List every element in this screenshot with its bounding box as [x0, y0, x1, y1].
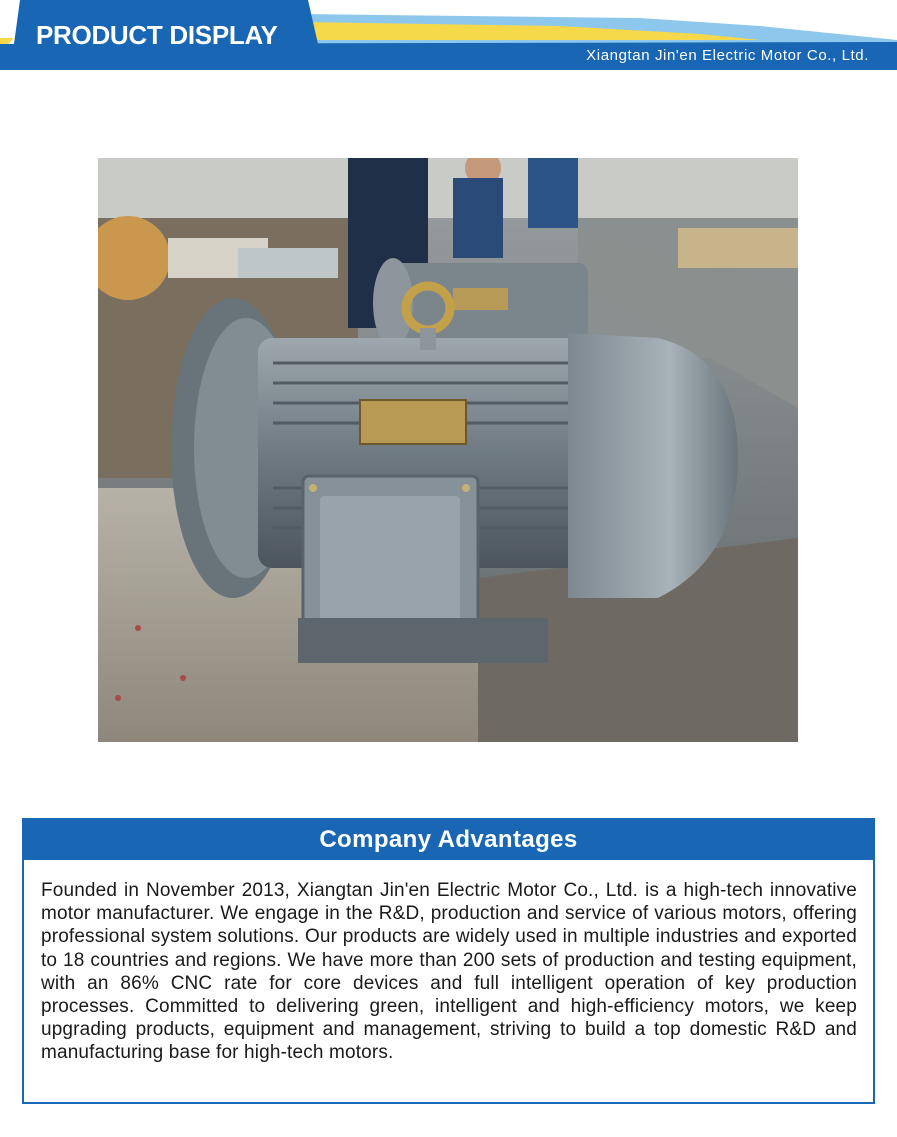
company-name: Xiangtan Jin'en Electric Motor Co., Ltd. [586, 47, 869, 64]
company-advantages-panel [22, 818, 875, 1104]
page-title: PRODUCT DISPLAY [36, 20, 278, 50]
header-banner [0, 0, 897, 75]
motor-photo-icon [98, 158, 798, 742]
product-photo [98, 158, 798, 742]
advantages-title: Company Advantages [319, 826, 578, 853]
advantages-header [24, 820, 873, 860]
advantages-body: Founded in November 2013, Xiangtan Jin'en Electric Motor Co., Ltd. is a high-tech innovative motor manufacturer. We engage in the R&D, production and service of various motors, offering professional system solutions. Our products are widely used in multiple industries and exported to 18 countries and regions. We have more than 200 sets of production and testing equipment, with an 86% CNC rate for core devices and full intelligent operation of key production processes. Committed to delivering green, intelligent and high-efficiency motors, we keep upgrading products, equipment and management, striving to build a top domestic R&D and manufacturing base for high-tech motors. [41, 880, 857, 1064]
